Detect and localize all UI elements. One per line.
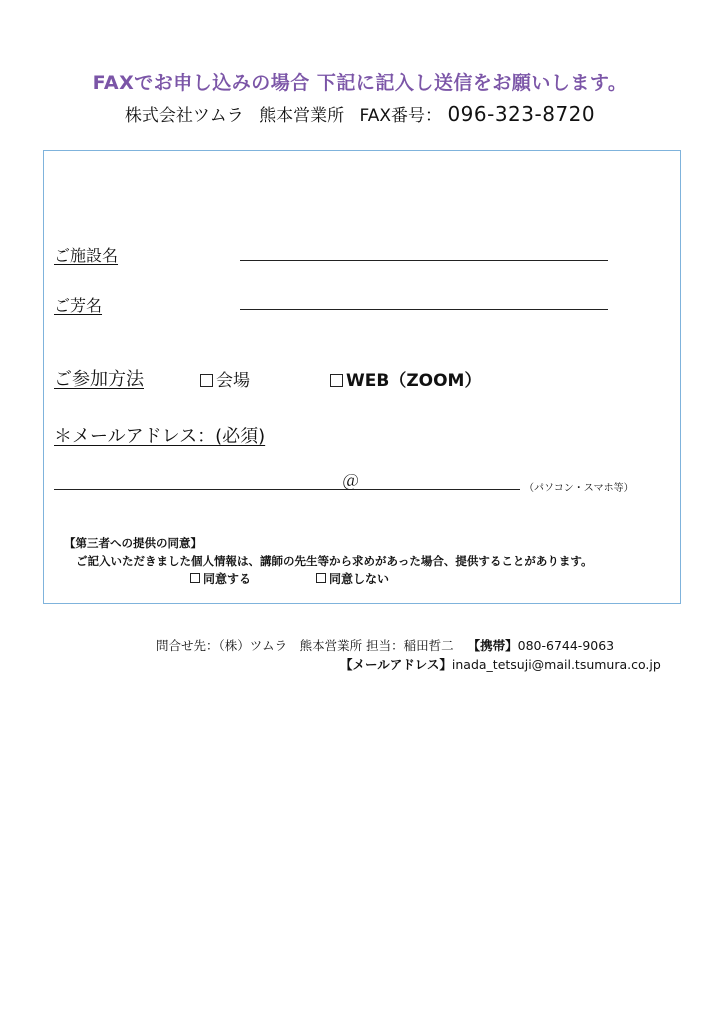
fax-line	[0, 101, 720, 126]
email-label: ＊メールアドレス：(必須)	[54, 426, 266, 447]
name-label: ご芳名	[54, 296, 103, 315]
checkbox-icon[interactable]	[200, 374, 213, 387]
method-label: ご参加方法	[54, 369, 144, 390]
checkbox-icon[interactable]	[190, 573, 200, 583]
contact-line-1: 問合せ先：（株）ツムラ 熊本営業所 担当：稲田哲二 【携帯】080-6744-9063	[156, 638, 615, 653]
checkbox-icon[interactable]	[316, 573, 326, 583]
method-option-web[interactable]: WEB（ZOOM）	[330, 366, 481, 391]
contact-line-2	[340, 655, 661, 673]
consent-heading: 【第三者への提供の同意】	[64, 536, 202, 550]
mobile-label: 【携帯】	[467, 638, 518, 653]
at-sign: ＠	[342, 472, 359, 492]
email-input-line[interactable]	[54, 489, 520, 490]
consent-body: ご記入いただきました個人情報は、講師の先生等から求めがあった場合、提供することがあります。	[76, 554, 593, 568]
headline: FAXでお申し込みの場合 下記に記入し送信をお願いします。	[92, 72, 628, 94]
checkbox-icon[interactable]	[330, 374, 343, 387]
consent-agree-option[interactable]: 同意する	[190, 570, 251, 587]
email-note: （パソコン・スマホ等）	[524, 483, 634, 494]
fax-number: 096-323-8720	[447, 102, 596, 126]
contact-email: inada_tetsuji@mail.tsumura.co.jp	[451, 657, 661, 672]
facility-label: ご施設名	[54, 246, 119, 265]
facility-input-line[interactable]	[240, 260, 608, 261]
mobile-number: 080-6744-9063	[517, 638, 615, 653]
company-name: 株式会社ツムラ	[124, 106, 244, 126]
fax-label: FAX番号：	[359, 106, 443, 126]
contact-email-label: 【メールアドレス】	[340, 657, 452, 672]
method-option-venue[interactable]: 会場	[200, 366, 250, 391]
consent-disagree-option[interactable]: 同意しない	[316, 570, 389, 587]
office-name: 熊本営業所	[259, 106, 345, 126]
name-input-line[interactable]	[240, 309, 608, 310]
